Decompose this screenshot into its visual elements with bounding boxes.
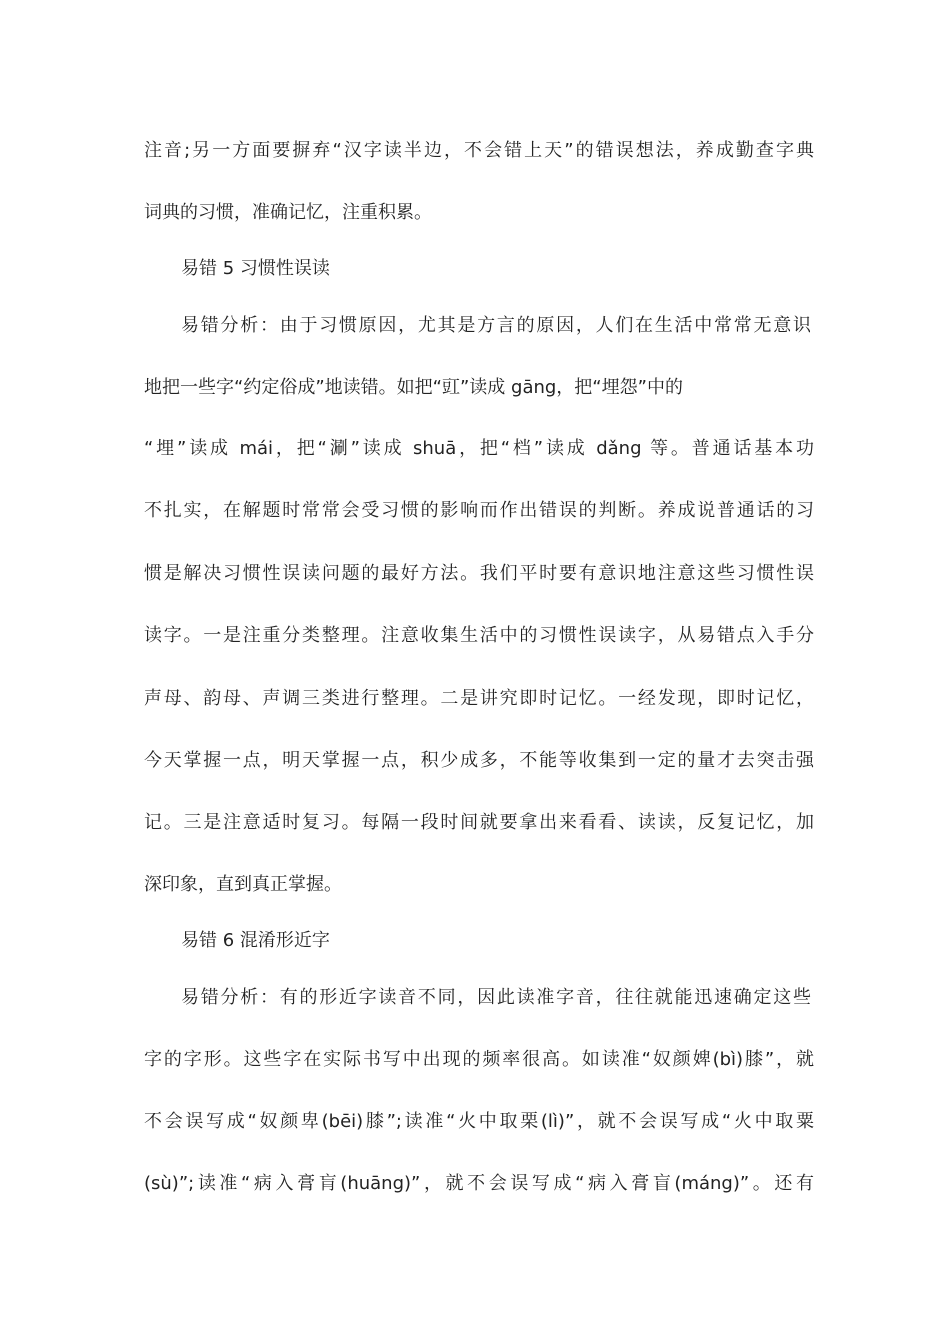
text-line-17: 不会误写成“奴颜卑(bēi)膝”;读准“火中取栗(lì)”，就不会误写成“火中取粟 <box>144 1111 814 1132</box>
text-line-4: 易错分析：由于习惯原因，尤其是方言的原因，人们在生活中常常无意识 <box>181 315 811 336</box>
text-line-11: 今天掌握一点，明天掌握一点，积少成多，不能等收集到一定的量才去突击强 <box>144 750 814 771</box>
section-heading-5: 易错 5 习惯性误读 <box>181 258 330 279</box>
text-line-6: “埋”读成 mái，把“涮”读成 shuā，把“档”读成 dǎng 等。普通话基本功 <box>144 438 814 459</box>
text-line-18: (sù)”;读准“病入膏肓(huāng)”，就不会误写成“病入膏盲(máng)”。还有 <box>144 1173 814 1194</box>
text-line-10: 声母、韵母、声调三类进行整理。二是讲究即时记忆。一经发现，即时记忆， <box>144 688 814 709</box>
text-line-9: 读字。一是注重分类整理。注意收集生活中的习惯性误读字，从易错点入手分 <box>144 625 814 646</box>
text-line-5: 地把一些字“约定俗成”地读错。如把“豇”读成 gāng，把“埋怨”中的 <box>144 377 683 398</box>
text-line-15: 易错分析：有的形近字读音不同，因此读准字音，往往就能迅速确定这些 <box>181 987 811 1008</box>
text-line-2: 词典的习惯，准确记忆，注重积累。 <box>144 202 432 223</box>
text-line-1: 注音;另一方面要摒弃“汉字读半边，不会错上天”的错误想法，养成勤查字典 <box>144 140 814 161</box>
text-line-7: 不扎实，在解题时常常会受习惯的影响而作出错误的判断。养成说普通话的习 <box>144 500 814 521</box>
text-line-16: 字的字形。这些字在实际书写中出现的频率很高。如读准“奴颜婢(bì)膝”，就 <box>144 1049 814 1070</box>
text-line-13: 深印象，直到真正掌握。 <box>144 874 342 895</box>
text-line-12: 记。三是注意适时复习。每隔一段时间就要拿出来看看、读读，反复记忆，加 <box>144 812 814 833</box>
section-heading-6: 易错 6 混淆形近字 <box>181 930 330 951</box>
text-line-8: 惯是解决习惯性误读问题的最好方法。我们平时要有意识地注意这些习惯性误 <box>144 563 814 584</box>
